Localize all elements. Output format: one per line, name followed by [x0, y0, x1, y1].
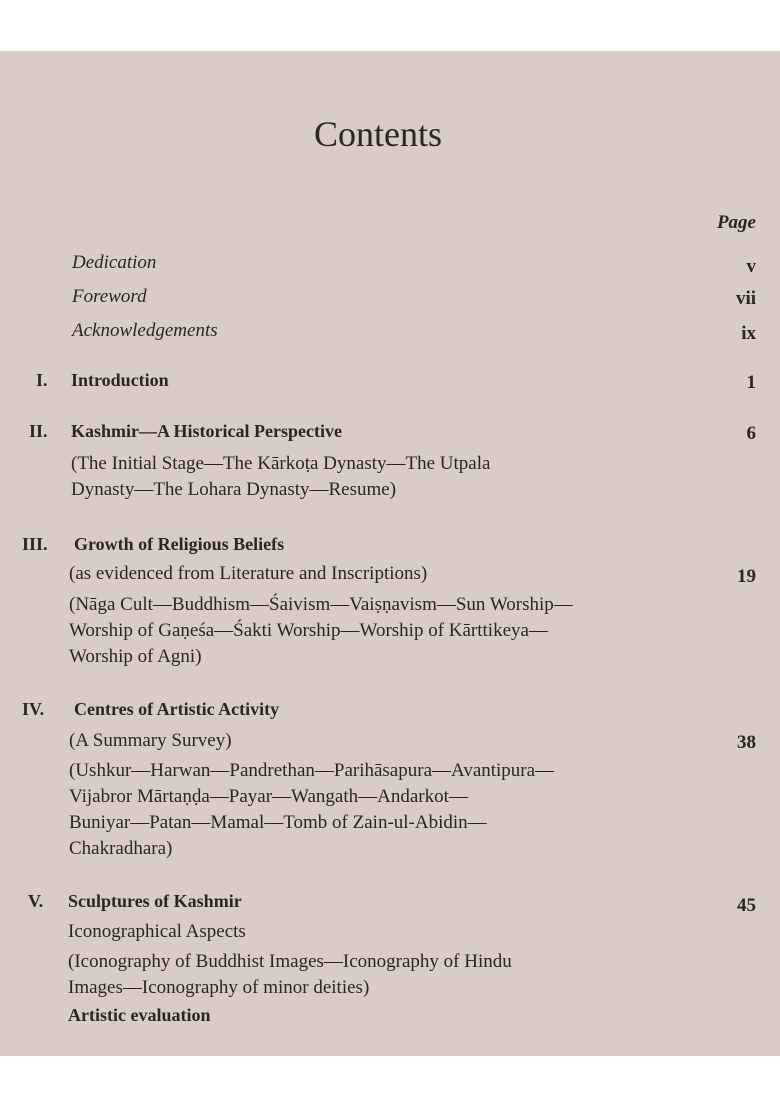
chapter-detail-line: (Iconography of Buddhist Images—Iconography of Hindu [68, 951, 512, 972]
front-matter-label: Foreword [72, 286, 147, 307]
chapter-subtitle: (as evidenced from Literature and Inscriptions) [69, 563, 428, 584]
chapter-detail-line: Vijabror Mārtaṇḍa—Payar—Wangath—Andarkot— [69, 786, 468, 807]
page-column-header: Page [716, 212, 756, 233]
front-matter-page: v [746, 256, 756, 277]
front-matter-label: Dedication [72, 252, 157, 273]
chapter-subtitle: Iconographical Aspects [68, 921, 246, 942]
chapter-detail-line: (The Initial Stage—The Kārkoṭa Dynasty—The Utpala [71, 453, 491, 474]
chapter-page: 1 [746, 372, 756, 393]
front-matter-page: vii [735, 288, 756, 309]
chapter-detail-line: Dynasty—The Lohara Dynasty—Resume) [71, 479, 397, 500]
chapter-title: Centres of Artistic Activity [74, 699, 280, 719]
chapter-detail-line: Images—Iconography of minor deities) [68, 977, 370, 998]
chapter-page: 6 [746, 423, 756, 444]
chapter-detail-line: Worship of Agni) [69, 646, 202, 667]
chapter-number: IV. [22, 699, 45, 719]
chapter-title: Sculptures of Kashmir [68, 891, 242, 911]
page-title: Contents [313, 114, 442, 154]
chapter-number: III. [22, 534, 48, 554]
chapter-title: Growth of Religious Beliefs [74, 534, 285, 554]
chapter-extra-heading: Artistic evaluation [68, 1005, 211, 1025]
chapter-detail-line: (Ushkur—Harwan—Pandrethan—Parihāsapura—Avantipura— [69, 760, 555, 781]
chapter-number: I. [36, 370, 48, 390]
chapter-number: V. [28, 891, 44, 911]
front-matter-page: ix [741, 323, 756, 344]
chapter-detail-line: Chakradhara) [69, 838, 173, 859]
chapter-page: 19 [737, 566, 756, 587]
chapter-number: II. [29, 421, 48, 441]
chapter-title: Introduction [71, 370, 169, 390]
book-page [0, 51, 780, 1056]
chapter-detail-line: Buniyar—Patan—Mamal—Tomb of Zain-ul-Abidin— [69, 812, 487, 833]
chapter-page: 45 [737, 895, 756, 916]
chapter-detail-line: Worship of Gaṇeśa—Śakti Worship—Worship of Kārttikeya— [69, 620, 548, 641]
chapter-title: Kashmir—A Historical Perspective [71, 421, 342, 441]
chapter-detail-line: (Nāga Cult—Buddhism—Śaivism—Vaiṣṇavism—Sun Worship— [69, 594, 573, 615]
chapter-subtitle: (A Summary Survey) [69, 730, 232, 751]
front-matter-label: Acknowledgements [72, 320, 218, 341]
chapter-page: 38 [737, 732, 756, 753]
